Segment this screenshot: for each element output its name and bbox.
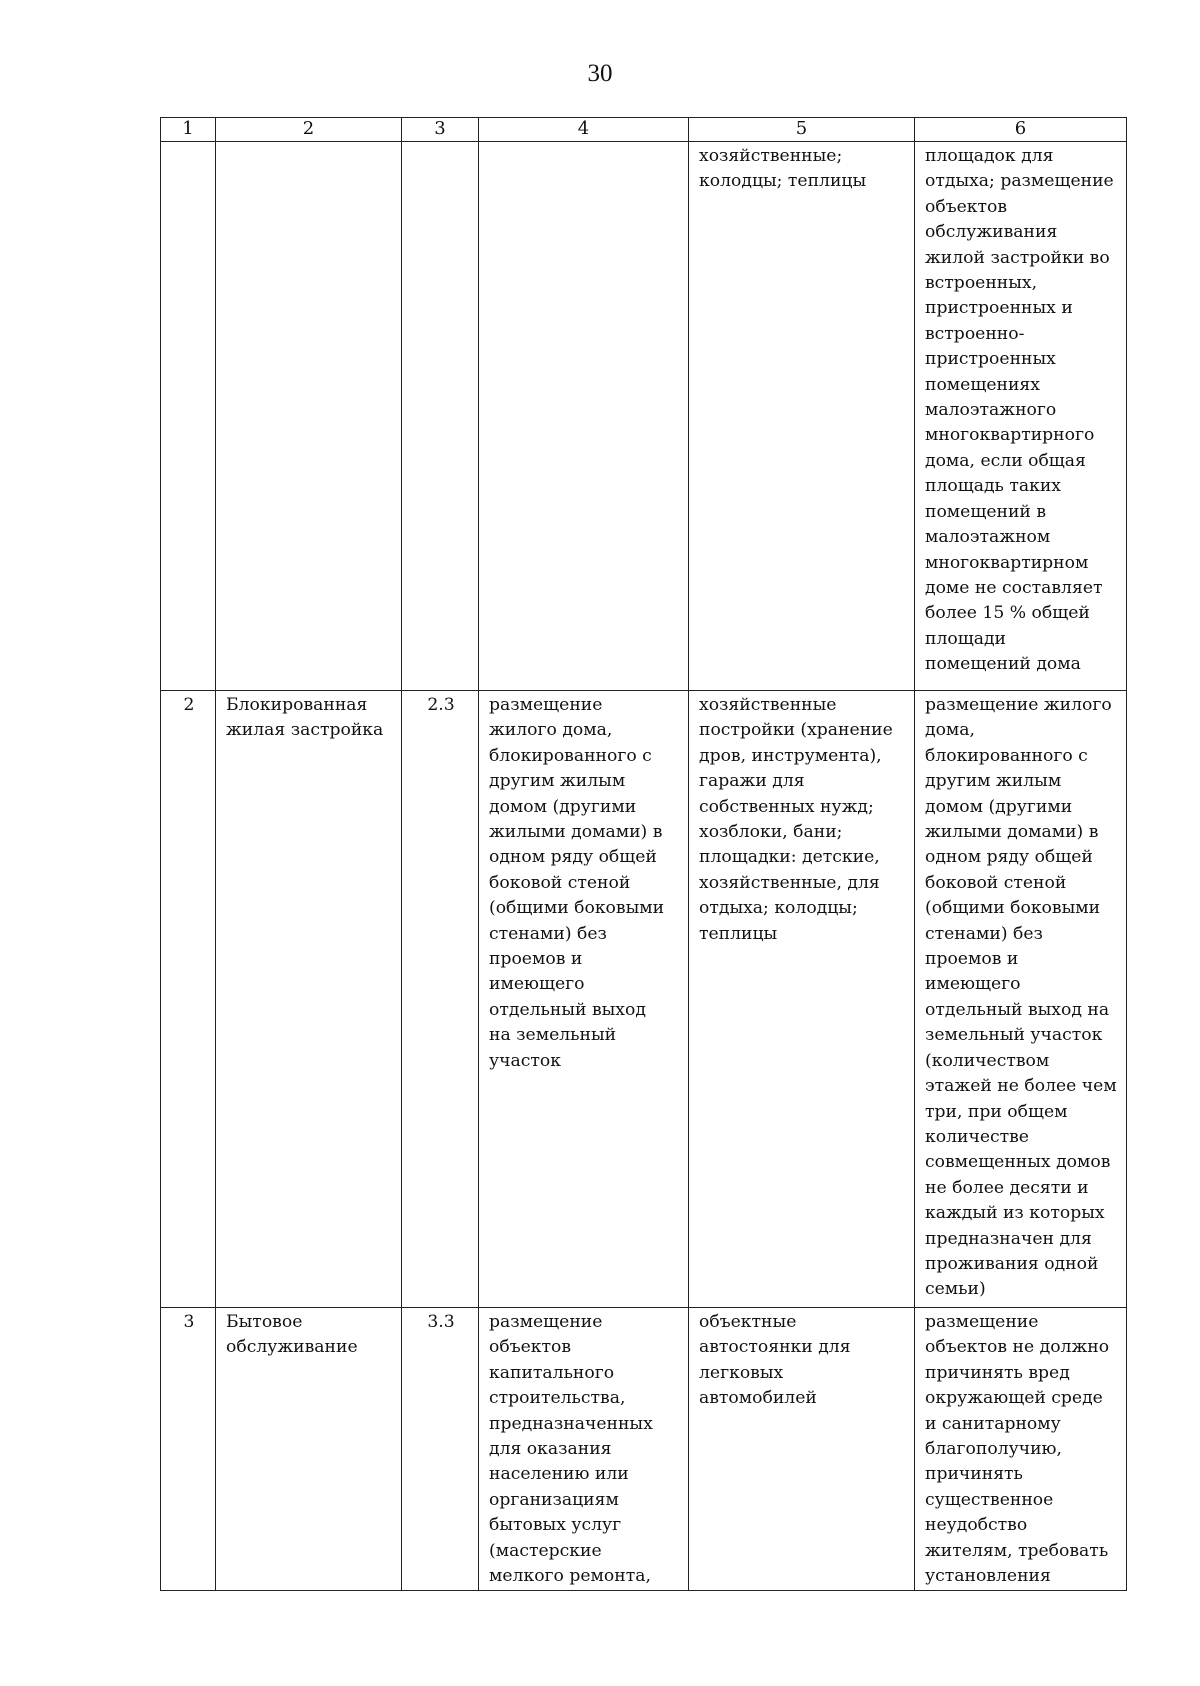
notes-cell: размещение объектов не должно причинять вред окружающей среде и санитарному благополучию, причинять существенное неудобство жителям, требовать установления bbox=[915, 1308, 1127, 1591]
use-name-cell: Бытовое обслуживание bbox=[216, 1308, 402, 1591]
row-number-cell: 2 bbox=[161, 691, 216, 1308]
use-name-cell bbox=[216, 142, 402, 691]
column-number-6: 6 bbox=[915, 118, 1127, 142]
row-number-cell: 3 bbox=[161, 1308, 216, 1591]
notes-cell: размещение жилого дома, блокированного с другим жилым домом (другими жилыми домами) в одном ряду общей боковой стеной (общими боковыми стенами) без проемов и имеющего отдельный выход на земельный участок (количеством этажей не более чем три, при общем количестве совмещенных домов не более десяти и каждый из которых предназначен для проживания одной семьи) bbox=[915, 691, 1127, 1308]
auxiliary-use-cell: объектные автостоянки для легковых автомобилей bbox=[689, 1308, 915, 1591]
column-number-4: 4 bbox=[479, 118, 689, 142]
use-code-cell bbox=[402, 142, 479, 691]
row-number-cell bbox=[161, 142, 216, 691]
use-code-cell: 2.3 bbox=[402, 691, 479, 1308]
page-number: 30 bbox=[587, 60, 613, 87]
table-row bbox=[161, 142, 1127, 691]
auxiliary-use-cell: хозяйственные постройки (хранение дров, инструмента), гаражи для собственных нужд; хозблоки, бани; площадки: детские, хозяйственные, для отдыха; колодцы; теплицы bbox=[689, 691, 915, 1308]
table-row bbox=[161, 691, 1127, 1308]
column-number-2: 2 bbox=[216, 118, 402, 142]
use-description-cell: размещение объектов капитального строительства, предназначенных для оказания населению или организациям бытовых услуг (мастерские мелкого ремонта, bbox=[479, 1308, 689, 1591]
column-number-3: 3 bbox=[402, 118, 479, 142]
use-name-cell: Блокированная жилая застройка bbox=[216, 691, 402, 1308]
table-header-row bbox=[161, 118, 1127, 142]
column-number-5: 5 bbox=[689, 118, 915, 142]
column-number-1: 1 bbox=[161, 118, 216, 142]
land-use-table bbox=[160, 117, 1127, 1591]
auxiliary-use-cell: хозяйственные; колодцы; теплицы bbox=[689, 142, 915, 691]
use-description-cell bbox=[479, 142, 689, 691]
table-row bbox=[161, 1308, 1127, 1591]
use-code-cell: 3.3 bbox=[402, 1308, 479, 1591]
notes-cell: площадок для отдыха; размещение объектов обслуживания жилой застройки во встроенных, пристроенных и встроенно- пристроенных помещениях малоэтажного многоквартирного дома, если общая площадь таких помещений в малоэтажном многоквартирном доме не составляет более 15 % общей площади помещений дома bbox=[915, 142, 1127, 691]
use-description-cell: размещение жилого дома, блокированного с другим жилым домом (другими жилыми домами) в одном ряду общей боковой стеной (общими боковыми стенами) без проемов и имеющего отдельный выход на земельный участок bbox=[479, 691, 689, 1308]
